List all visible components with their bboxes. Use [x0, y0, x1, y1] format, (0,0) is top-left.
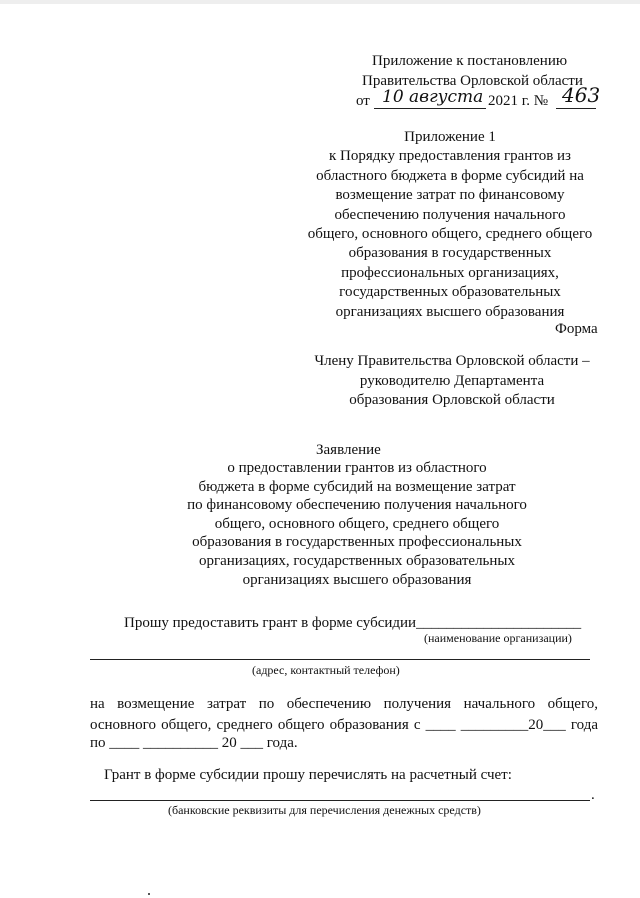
- purpose-line-3: по ____ __________ 20 ___ года.: [90, 735, 298, 751]
- appendix1-line-5: общего, основного общего, среднего общего: [307, 226, 593, 243]
- appendix1-line-8: государственных образовательных: [339, 284, 561, 301]
- addressee-block: [300, 352, 604, 411]
- address-blank-line: [90, 659, 590, 660]
- statement-line-0: о предоставлении грантов из областного: [227, 460, 487, 476]
- number-underline: [556, 108, 596, 109]
- date-prefix: от: [356, 93, 370, 109]
- address-caption: (адрес, контактный телефон): [252, 663, 400, 677]
- appendix1-line-4: обеспечению получения начального: [334, 206, 566, 223]
- bank-blank-line: [90, 800, 590, 801]
- year-number-line: 2021 г. №: [488, 93, 549, 109]
- statement-line-4: образования в государственных профессиональных: [192, 534, 522, 551]
- scan-speck: [148, 893, 150, 895]
- government-line: Правительства Орловской области: [362, 73, 583, 89]
- appendix1-line-9: организациях высшего образования: [335, 303, 565, 320]
- statement-line-6: организациях высшего образования: [242, 571, 472, 588]
- statement-line-3: общего, основного общего, среднего общего: [214, 515, 500, 532]
- org-caption: (наименование организации): [424, 631, 572, 645]
- appendix1-line-3: возмещение затрат по финансовому: [335, 187, 565, 204]
- appendix1-line-7: профессиональных организациях,: [341, 264, 559, 281]
- statement-line-2: по финансовому обеспечению получения начального: [187, 497, 527, 514]
- appendix1-line-1: к Порядку предоставления грантов из: [329, 148, 571, 165]
- addressee-line-0: Члену Правительства Орловской области –: [314, 353, 590, 369]
- purpose-line-2: основного общего, среднего общего образования с ____ _________20___ года: [90, 717, 598, 733]
- appendix-resolution-line: Приложение к постановлению: [372, 53, 568, 69]
- transfer-line: Грант в форме субсидии прошу перечислять на расчетный счет:: [104, 767, 512, 783]
- handwritten-date: 10 августа: [382, 87, 484, 107]
- request-line: Прошу предоставить грант в форме субсидии______________________: [124, 615, 582, 631]
- purpose-line-1: на возмещение затрат по обеспечению получения начального общего,: [90, 696, 598, 712]
- appendix1-line-0: Приложение 1: [404, 129, 496, 145]
- scan-edge: [0, 0, 640, 4]
- date-underline: [374, 108, 486, 109]
- addressee-line-2: образования Орловской области: [349, 392, 555, 408]
- handwritten-number: 463: [562, 83, 601, 107]
- appendix1-block: [296, 128, 604, 322]
- bank-caption: (банковские реквизиты для перечисления денежных средств): [168, 803, 481, 817]
- appendix1-line-6: образования в государственных: [348, 245, 552, 262]
- appendix1-line-2: областного бюджета в форме субсидий на: [316, 167, 584, 184]
- form-label: Форма: [555, 321, 598, 337]
- bank-line-end: .: [591, 787, 595, 803]
- statement-block: [140, 459, 574, 589]
- statement-line-1: бюджета в форме субсидий на возмещение затрат: [198, 478, 516, 495]
- addressee-line-1: руководителю Департамента: [359, 372, 545, 389]
- statement-title: Заявление: [316, 442, 381, 458]
- statement-line-5: организациях, государственных образовательных: [198, 552, 516, 569]
